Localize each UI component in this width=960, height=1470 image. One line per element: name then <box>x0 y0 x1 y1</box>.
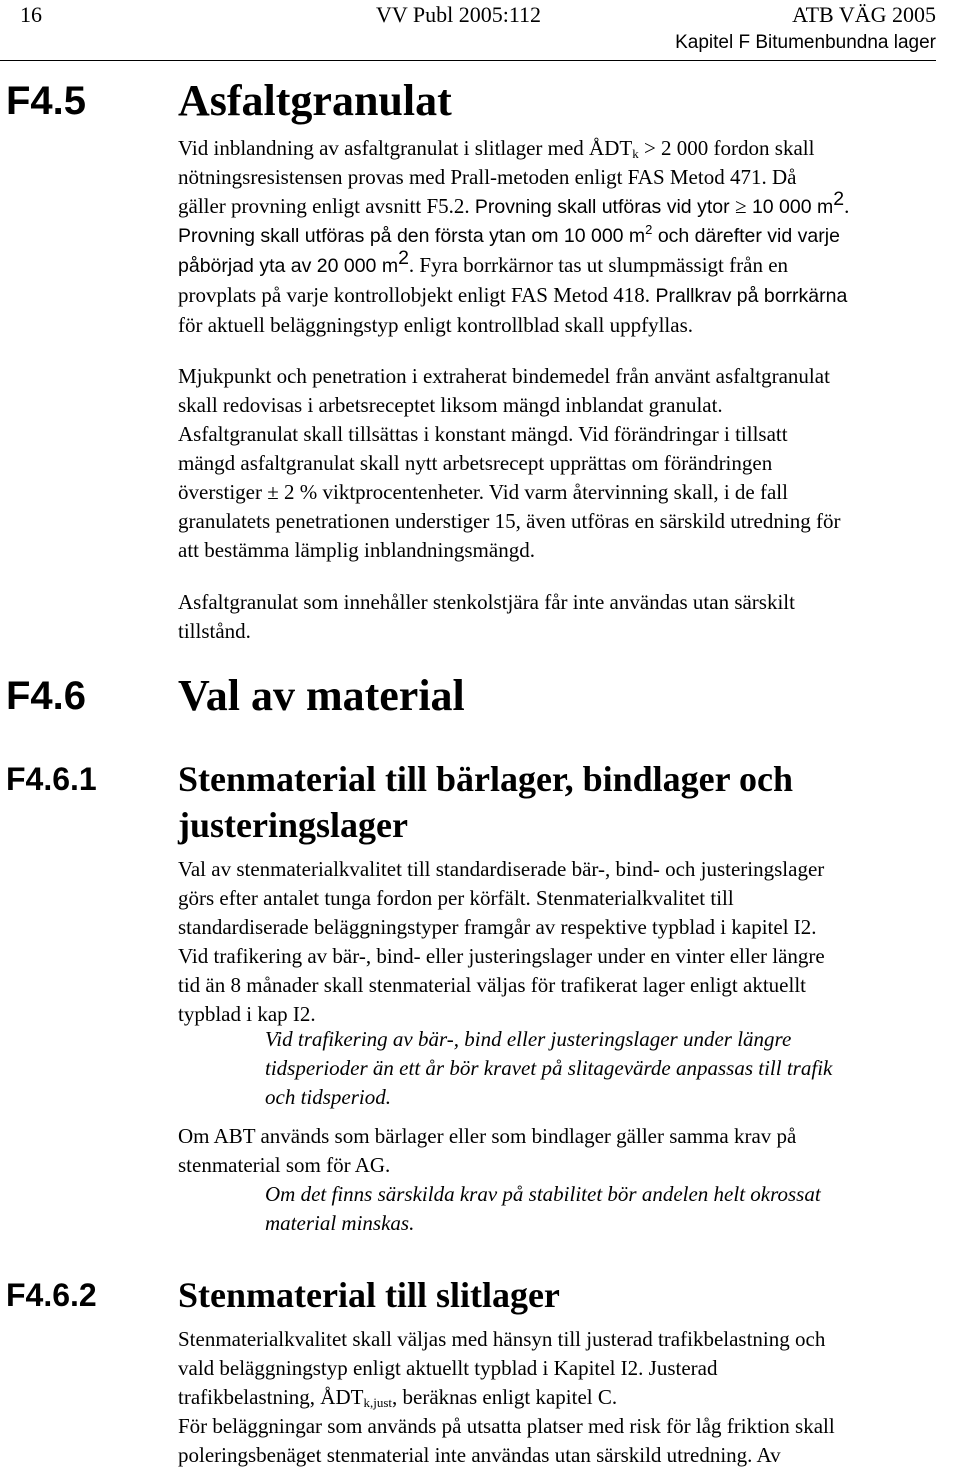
paragraph-stenmaterial-barlager-2: Om ABT används som bärlager eller som bindlager gäller samma krav på stenmaterial som för AG. <box>178 1124 797 1177</box>
header-divider <box>0 60 936 61</box>
section-heading-stenmaterial-slitlager: Stenmaterial till slitlager <box>178 1275 560 1315</box>
section-number-f4-6-1: F4.6.1 <box>6 761 97 797</box>
paragraph-asfaltgranulat-2: Mjukpunkt och penetration i extraherat bindemedel från använt asfaltgranulat skall redovisas i arbetsreceptet liksom mängd inblandat granulat. Asfaltgranulat skall tillsättas i konstant mängd. Vid förändringar i tillsatt mängd asfaltgranulat skall nytt arbetsrecept upprättas om förändringen överstiger ± 2 % viktprocentenheter. Vid varm återvinning skall, i de fall granulatets penetrationen understiger 15, även utföras en särskild utredning för att bestämma lämplig inblandningsmängd. <box>178 364 841 562</box>
document-title: ATB VÄG 2005 <box>792 2 936 27</box>
section-heading-asfaltgranulat: Asfaltgranulat <box>178 76 452 125</box>
paragraph-asfaltgranulat-1: Vid inblandning av asfaltgranulat i slitlager med $ÅDT_k > 2$ 000 fordon skall nötningsresistensen provas med Prall-metoden enligt FAS Metod 471. Då gäller provning enligt avsnitt F5.2. Provning skall utföras vid ytor ≥ 10 000 $m^2$. Provning skall utföras på den första ytan om 10 000 $m^2$ och därefter vid varje påbörjad yta av 20 000 $m^2$. Fyra borrkärnor tas ut slumpmässigt från en provplats på varje kontrollobjekt enligt FAS Metod 418. Prallkrav på borrkärna för aktuell beläggningstyp enligt kontrollblad skall uppfyllas. <box>178 136 850 337</box>
section-heading-stenmaterial-barlager: Stenmaterial till bärlager, bindlager och justeringslager <box>178 759 793 845</box>
section-number-f4-6: F4.6 <box>6 674 87 718</box>
publication-id: VV Publ 2005:112 <box>376 2 542 27</box>
section-number-f4-6-2: F4.6.2 <box>6 1277 97 1313</box>
page-number: 16 <box>20 2 42 27</box>
note-trafikering: Vid trafikering av bär-, bind eller justeringslager under längre tidsperioder än ett år bör kravet på slitagevärde anpassas till trafik och tidsperiod. <box>265 1027 833 1109</box>
section-number-f4-5: F4.5 <box>6 79 87 123</box>
paragraph-stenmaterial-barlager-1: Val av stenmaterialkvalitet till standardiserade bär-, bind- och justeringslager görs efter antalet tunga fordon per körfält. Stenmaterialkvalitet till standardiserade beläggningstyper framgår av respektive typblad i kapitel I2. Vid trafikering av bär-, bind- eller justeringslager under en vinter eller längre tid än 8 månader skall stenmaterial väljas för trafikerat lager enligt aktuellt typblad i kap I2. <box>178 857 825 1026</box>
note-stabilitet: Om det finns särskilda krav på stabilitet bör andelen helt okrossat material minskas. <box>265 1182 821 1235</box>
paragraph-asfaltgranulat-3: Asfaltgranulat som innehåller stenkolstjära får inte användas utan särskilt tillstånd. <box>178 590 795 643</box>
chapter-title: Kapitel F Bitumenbundna lager <box>675 32 936 53</box>
section-heading-val-av-material: Val av material <box>178 671 465 720</box>
paragraph-stenmaterial-slitlager: Stenmaterialkvalitet skall väljas med hänsyn till justerad trafikbelastning och vald beläggningstyp enligt aktuellt typblad i Kapitel I2. Justerad trafikbelastning, $ÅDT_{k,just}$, beräknas enligt kapitel C. För beläggningar som används på utsatta platser med risk för låg friktion skall poleringsbenäget stenmaterial inte användas utan särskild utredning. Av <box>178 1327 835 1467</box>
